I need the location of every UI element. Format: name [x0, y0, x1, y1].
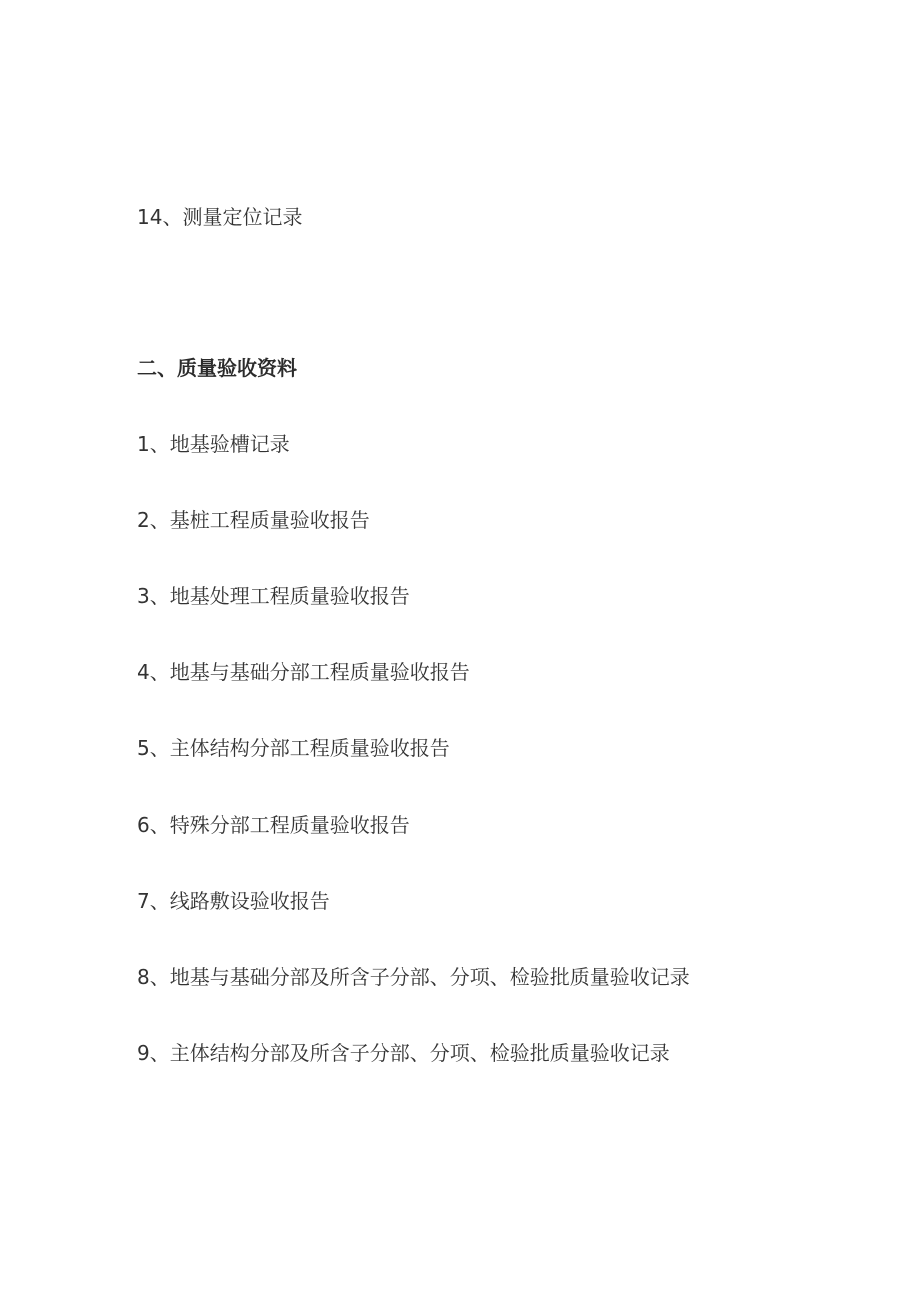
list-item-14: 14、测量定位记录	[137, 205, 303, 229]
list-item: 9、主体结构分部及所含子分部、分项、检验批质量验收记录	[137, 1041, 670, 1065]
list-item: 2、基桩工程质量验收报告	[137, 508, 370, 532]
list-item: 6、特殊分部工程质量验收报告	[137, 813, 410, 837]
list-item: 7、线路敷设验收报告	[137, 889, 330, 913]
section-heading: 二、质量验收资料	[137, 356, 297, 380]
list-item: 3、地基处理工程质量验收报告	[137, 584, 410, 608]
list-item: 8、地基与基础分部及所含子分部、分项、检验批质量验收记录	[137, 965, 690, 989]
list-item: 4、地基与基础分部工程质量验收报告	[137, 660, 470, 684]
list-item: 5、主体结构分部工程质量验收报告	[137, 736, 450, 760]
list-item: 1、地基验槽记录	[137, 432, 290, 456]
